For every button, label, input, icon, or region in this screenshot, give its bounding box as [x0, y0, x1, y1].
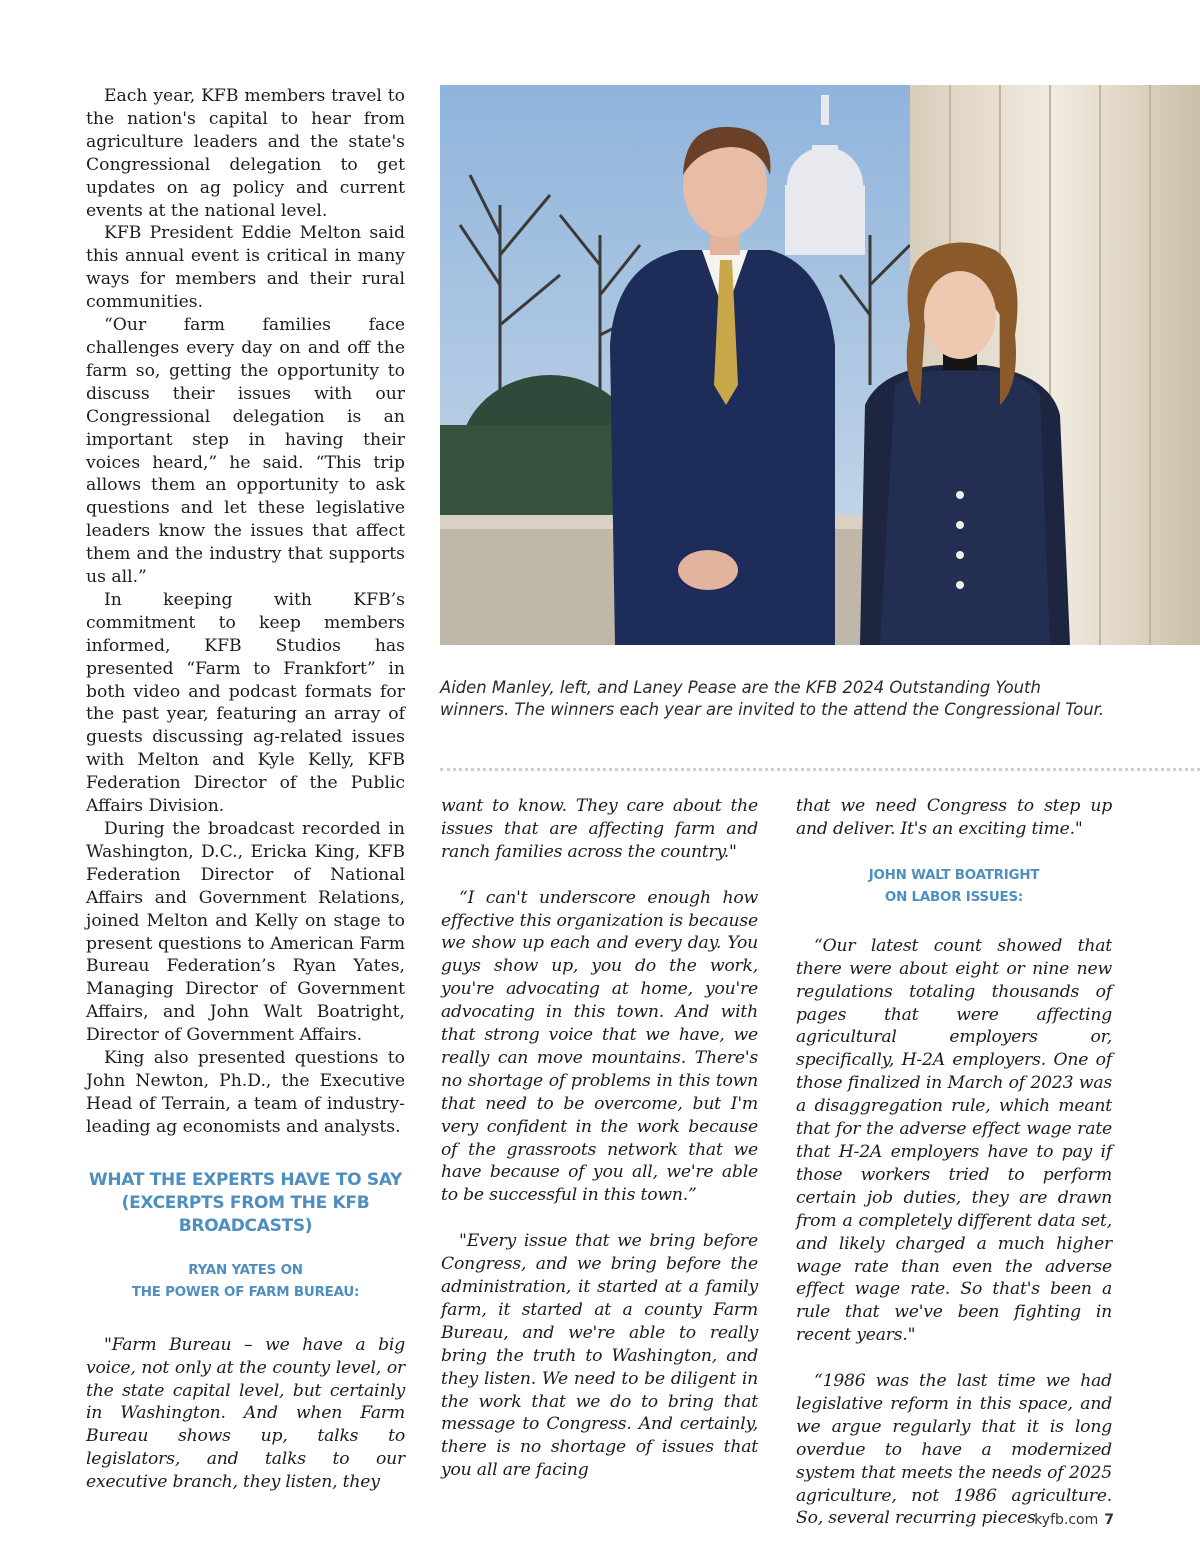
body-paragraph: KFB President Eddie Melton said this annual event is critical in many ways for members and their rural communities.: [86, 223, 405, 313]
body-paragraph: During the broadcast recorded in Washington, D.C., Ericka King, KFB Federation Director of National Affairs and Government Relations, joined Melton and Kelly on stage to present questions to American Farm Bureau Federation’s Ryan Yates, Managing Director of Government Affairs, and John Walt Boatright, Director of Government Affairs.: [86, 819, 405, 1046]
quote-paragraph: "Farm Bureau – we have a big voice, not only at the county level, or the state capital level, but certainly in Washington. And when Farm Bureau shows up, talks to legislators, and talks to our executive branch, they listen, they: [86, 1334, 405, 1493]
dotted-divider: [440, 768, 1200, 771]
right-column: [796, 795, 1112, 1530]
quote-paragraph: “I can't underscore enough how effective this organization is because we show up each and every day. You guys show up, you do the work, you're advocating at home, you're advocating in this town. And with that strong voice that we have, we really can move mountains. There's no shortage of problems in this town that need to be overcome, but I'm very confident in the work because of the grassroots network that we have because of you all, we're able to be successful in this town.”: [441, 887, 758, 1206]
body-paragraph: In keeping with KFB’s commitment to keep members informed, KFB Studios has presented “Farm to Frankfort” in both video and podcast formats for the past year, featuring an array of guests discussing ag-related issues with Melton and Kyle Kelly, KFB Federation Director of the Public Affairs Division.: [86, 589, 405, 817]
footer-site: kyfb.com: [1034, 1512, 1099, 1528]
subheading-john-walt-boatright: [796, 865, 1112, 909]
body-paragraph: King also presented questions to John Newton, Ph.D., the Executive Head of Terrain, a team of industry-leading ag economists and analysts.: [86, 1048, 405, 1137]
quote-paragraph: that we need Congress to step up and deliver. It's an exciting time.": [796, 796, 1112, 839]
section-heading-line: WHAT THE EXPERTS HAVE TO SAY: [88, 1169, 403, 1190]
quote-paragraph: "Every issue that we bring before Congress, and we bring before the administration, it started at a family farm, it started at a county Farm Bureau, and we're able to really bring the truth to Washington, and they listen. We need to be diligent in the work that we do to bring that message to Congress. And certainly, there is no shortage of issues that you all are facing: [441, 1231, 758, 1481]
quote-paragraph: want to know. They care about the issues that are affecting farm and ranch families across the country.": [441, 796, 758, 862]
body-paragraph: “Our farm families face challenges every day on and off the farm so, getting the opportunity to discuss their issues with our Congressional delegation is an important step in having their voices heard,” he said. “This trip allows them an opportunity to ask questions and let these legislative leaders know the issues that affect them and the industry that supports us all.”: [86, 315, 405, 588]
middle-column: [441, 795, 758, 1482]
section-heading-line: BROADCASTS): [178, 1215, 313, 1236]
page-footer: [1034, 1512, 1114, 1528]
section-heading-line: (EXCERPTS FROM THE KFB: [121, 1192, 370, 1213]
subheading-line: THE POWER OF FARM BUREAU:: [131, 1284, 360, 1300]
photo-caption: Aiden Manley, left, and Laney Pease are the KFB 2024 Outstanding Youth winners. The winners each year are invited to the attend the Congressional Tour.: [440, 678, 1105, 719]
body-paragraph: Each year, KFB members travel to the nation's capital to hear from agriculture leaders and the state's Congressional delegation to get updates on ag policy and current events at the national level.: [86, 86, 405, 221]
photo-illustration: [440, 85, 1200, 645]
photo-outstanding-youth-winners: [440, 85, 1200, 645]
page-number: 7: [1104, 1512, 1114, 1528]
subheading-ryan-yates: [86, 1260, 405, 1304]
subheading-line: ON LABOR ISSUES:: [884, 889, 1024, 905]
left-column: [86, 85, 405, 1494]
quote-paragraph: “1986 was the last time we had legislative reform in this space, and we argue regularly that it is long overdue to have a modernized system that meets the needs of 2025 agriculture, not 1986 agriculture. So, several recurring pieces: [796, 1371, 1112, 1529]
subheading-line: RYAN YATES ON: [188, 1262, 303, 1278]
subheading-line: JOHN WALT BOATRIGHT: [868, 867, 1040, 883]
quote-paragraph: “Our latest count showed that there were about eight or nine new regulations totaling thousands of pages that were affecting agricultural employers or, specifically, H-2A employers. One of those finalized in March of 2023 was a disaggregation rule, which meant that for the adverse effect wage rate that H-2A employers have to pay if those workers tried to perform certain job duties, they are drawn from a completely different data set, and likely charged a much higher wage rate than even the adverse effect wage rate. So that's been a rule that we've been fighting in recent years.": [796, 935, 1112, 1346]
section-heading: [86, 1169, 405, 1238]
